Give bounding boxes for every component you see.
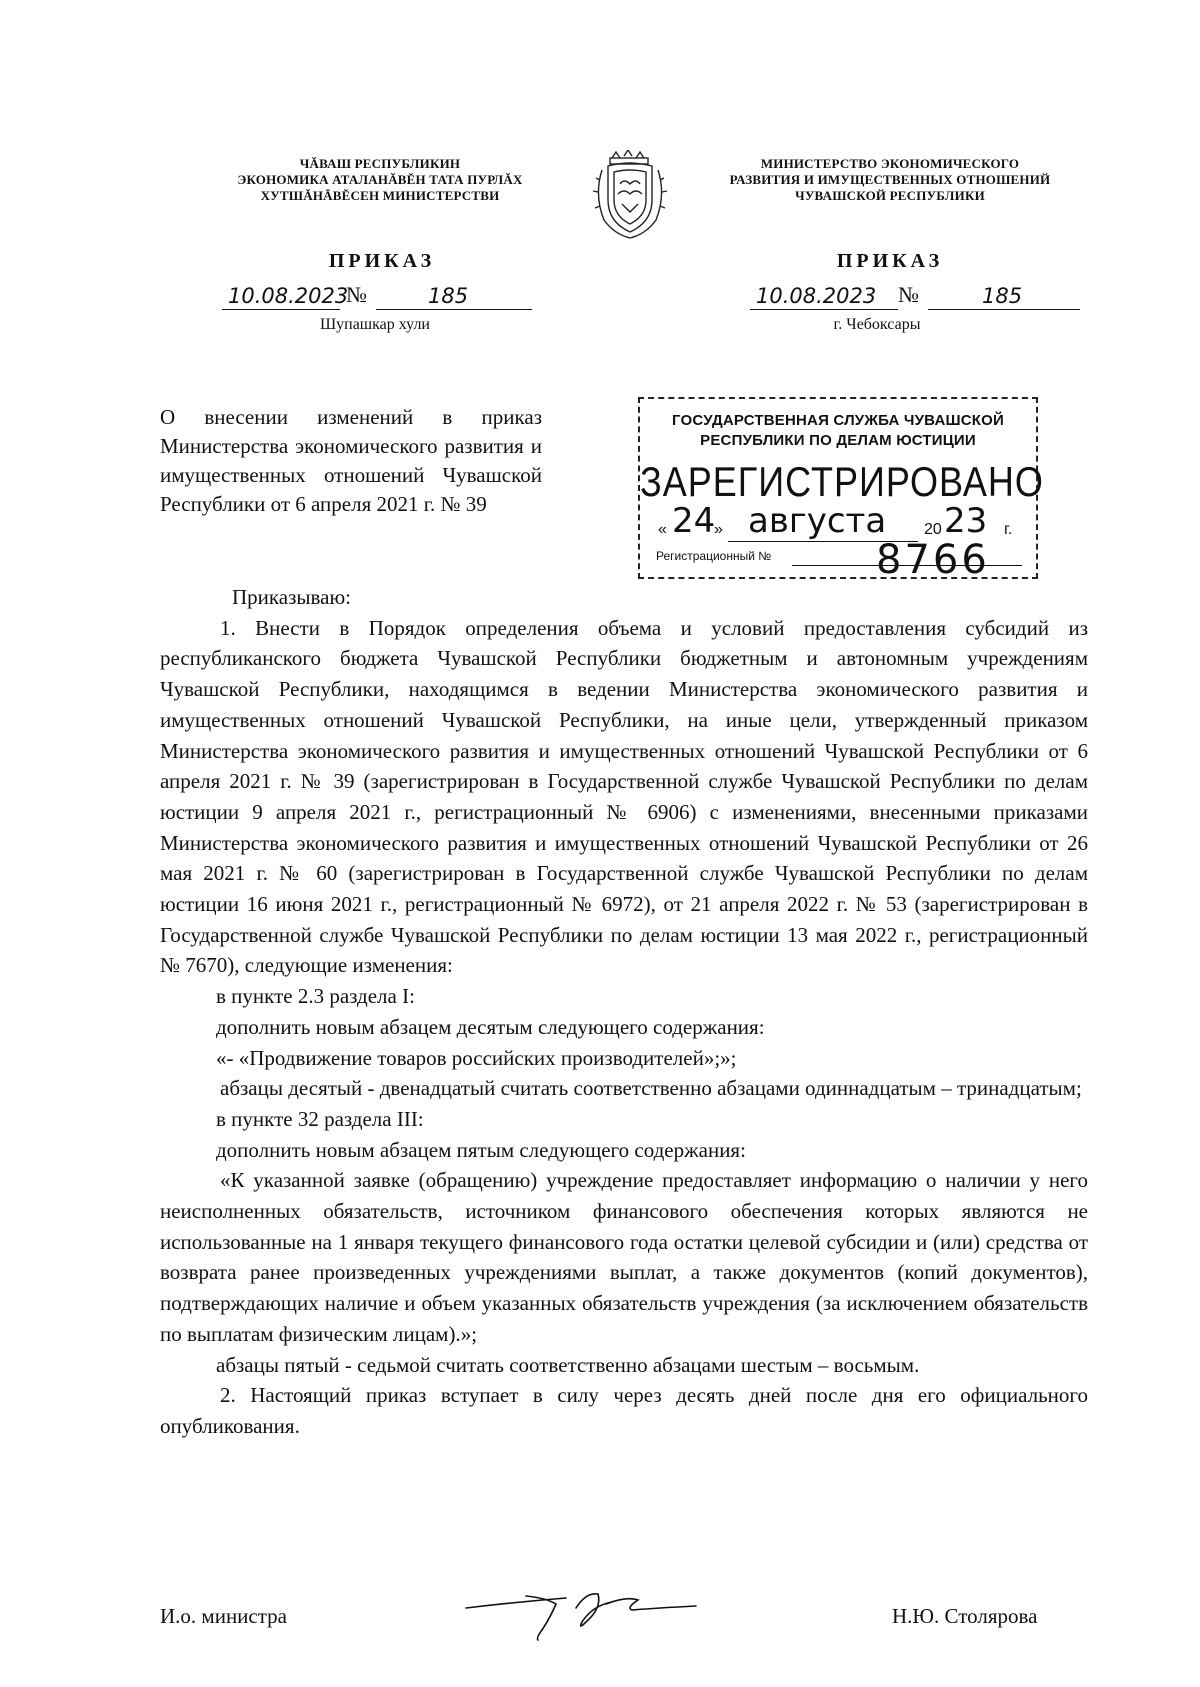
stamp-day: 24 <box>672 501 716 541</box>
place-left: Шупашкар хули <box>320 316 430 333</box>
document-title: О внесении изменений в приказ Министерства экономического развития и имущественных отношений Чувашской Республики от 6 апреля 2021 г. № 39 <box>160 405 542 516</box>
line-5: в пункте 32 раздела III: <box>216 1106 424 1131</box>
prikaz-heading-right: ПРИКАЗ <box>836 250 944 272</box>
stamp-reg-number: 8766 <box>876 537 990 583</box>
header-left-ministry-name <box>200 156 560 204</box>
line-4: абзацы десятый - двенадцатый считать соответственно абзацами одиннадцатым – тринадцатым; <box>220 1076 1082 1101</box>
document-body <box>160 582 1088 1442</box>
signatory-position: И.о. министра <box>160 1604 287 1628</box>
line-2: дополнить новым абзацем десятым следующего содержания: <box>216 1014 765 1039</box>
handwritten-number-right: 185 <box>982 284 1023 308</box>
number-sign-left: № <box>346 282 367 307</box>
header-right-line-1: МИНИСТЕРСТВО ЭКОНОМИЧЕСКОГО <box>760 156 1020 171</box>
line-3: «- «Продвижение товаров российских производителей»;»; <box>216 1045 737 1070</box>
stamp-year-abbrev: г. <box>1004 521 1013 538</box>
date-underline-left <box>222 309 340 310</box>
stamp-year-prefix: 20 <box>924 521 942 538</box>
line-1: в пункте 2.3 раздела I: <box>216 984 415 1009</box>
stamp-registered: ЗАРЕГИСТРИРОВАНО <box>640 457 1044 505</box>
header-left-line-3: ХУТШĂНĂВĔСЕН МИНИСТЕРСТВИ <box>260 188 500 203</box>
line-7: «К указанной заявке (обращению) учреждение предоставляет информацию о наличии у него неисполненных обязательств, источником финансового обеспечения которых являются не использованные на 1 января текущего финансового года остатки целевой субсидии и (или) средства от возврата ранее произведенных учреждениями выплат, а также документов (копий документов), подтверждающих наличие и объем указанных обязательств учреждения (за исключением обязательств по выплатам физическим лицам).»; <box>160 1168 1088 1346</box>
number-underline-left <box>376 309 532 310</box>
number-sign-right: № <box>898 282 919 307</box>
order-number-line-right <box>750 280 1080 314</box>
handwritten-signature <box>456 1578 716 1648</box>
prikaz-heading-left: ПРИКАЗ <box>328 250 436 272</box>
header-right-line-3: ЧУВАШСКОЙ РЕСПУБЛИКИ <box>795 188 985 203</box>
stamp-header <box>640 411 1036 451</box>
header-right-ministry-name <box>700 156 1080 204</box>
prikazyvayu: Приказываю: <box>232 585 351 609</box>
coat-of-arms-icon <box>590 150 670 240</box>
place-right: г. Чебоксары <box>833 316 921 333</box>
number-underline-right <box>928 309 1080 310</box>
handwritten-number-left: 185 <box>428 284 469 308</box>
line-6: дополнить новым абзацем пятым следующего содержания: <box>216 1137 746 1162</box>
signatory-name: Н.Ю. Столярова <box>892 1604 1038 1628</box>
stamp-quote-open: « <box>658 521 667 538</box>
header-left-line-1: ЧĂВАШ РЕСПУБЛИКИН <box>299 156 461 171</box>
date-underline-right <box>750 309 898 310</box>
order-number-line-left <box>222 280 532 314</box>
stamp-reg-label: Регистрационный № <box>656 549 772 563</box>
header-right-line-2: РАЗВИТИЯ И ИМУЩЕСТВЕННЫХ ОТНОШЕНИЙ <box>729 172 1051 187</box>
header-left-line-2: ЭКОНОМИКА АТАЛАНĂВĔН ТАТА ПУРЛĂХ <box>237 172 523 187</box>
handwritten-date-right: 10.08.2023 <box>756 284 877 308</box>
line-8: абзацы пятый - седьмой считать соответственно абзацами шестым – восьмым. <box>216 1352 920 1377</box>
stamp-month: августа <box>748 501 887 541</box>
paragraph-1: 1. Внести в Порядок определения объема и условий предоставления субсидий из республиканского бюджета Чувашской Республики бюджетным и автономным учреждениям Чувашской Республики, находящимся в ведении Министерства экономического развития и имущественных отношений Чувашской Республики, на иные цели, утвержденный приказом Министерства экономического развития и имущественных отношений Чувашской Республики от 6 апреля 2021 г. № 39 (зарегистрирован в Государственной службе Чувашской Республики по делам юстиции 9 апреля 2021 г., регистрационный № 6906) с изменениями, внесенными приказами Министерства экономического развития и имущественных отношений Чувашской Республики от 26 мая 2021 г. № 60 (зарегистрирован в Государственной службе Чувашской Республики по делам юстиции 16 июня 2021 г., регистрационный № 6972), от 21 апреля 2022 г. № 53 (зарегистрирован в Государственной службе Чувашской Республики по делам юстиции 13 мая 2022 г., регистрационный № 7670), следующие изменения: <box>160 615 1088 978</box>
stamp-year-suffix: 23 <box>944 501 988 541</box>
stamp-quote-close: » <box>714 521 723 538</box>
handwritten-date-left: 10.08.2023 <box>228 284 349 308</box>
stamp-line-2: РЕСПУБЛИКИ ПО ДЕЛАМ ЮСТИЦИИ <box>700 432 976 449</box>
paragraph-2: 2. Настоящий приказ вступает в силу через десять дней после дня его официального опубликования. <box>160 1383 1088 1438</box>
registration-stamp <box>638 397 1044 583</box>
stamp-line-1: ГОСУДАРСТВЕННАЯ СЛУЖБА ЧУВАШСКОЙ <box>671 412 1004 429</box>
